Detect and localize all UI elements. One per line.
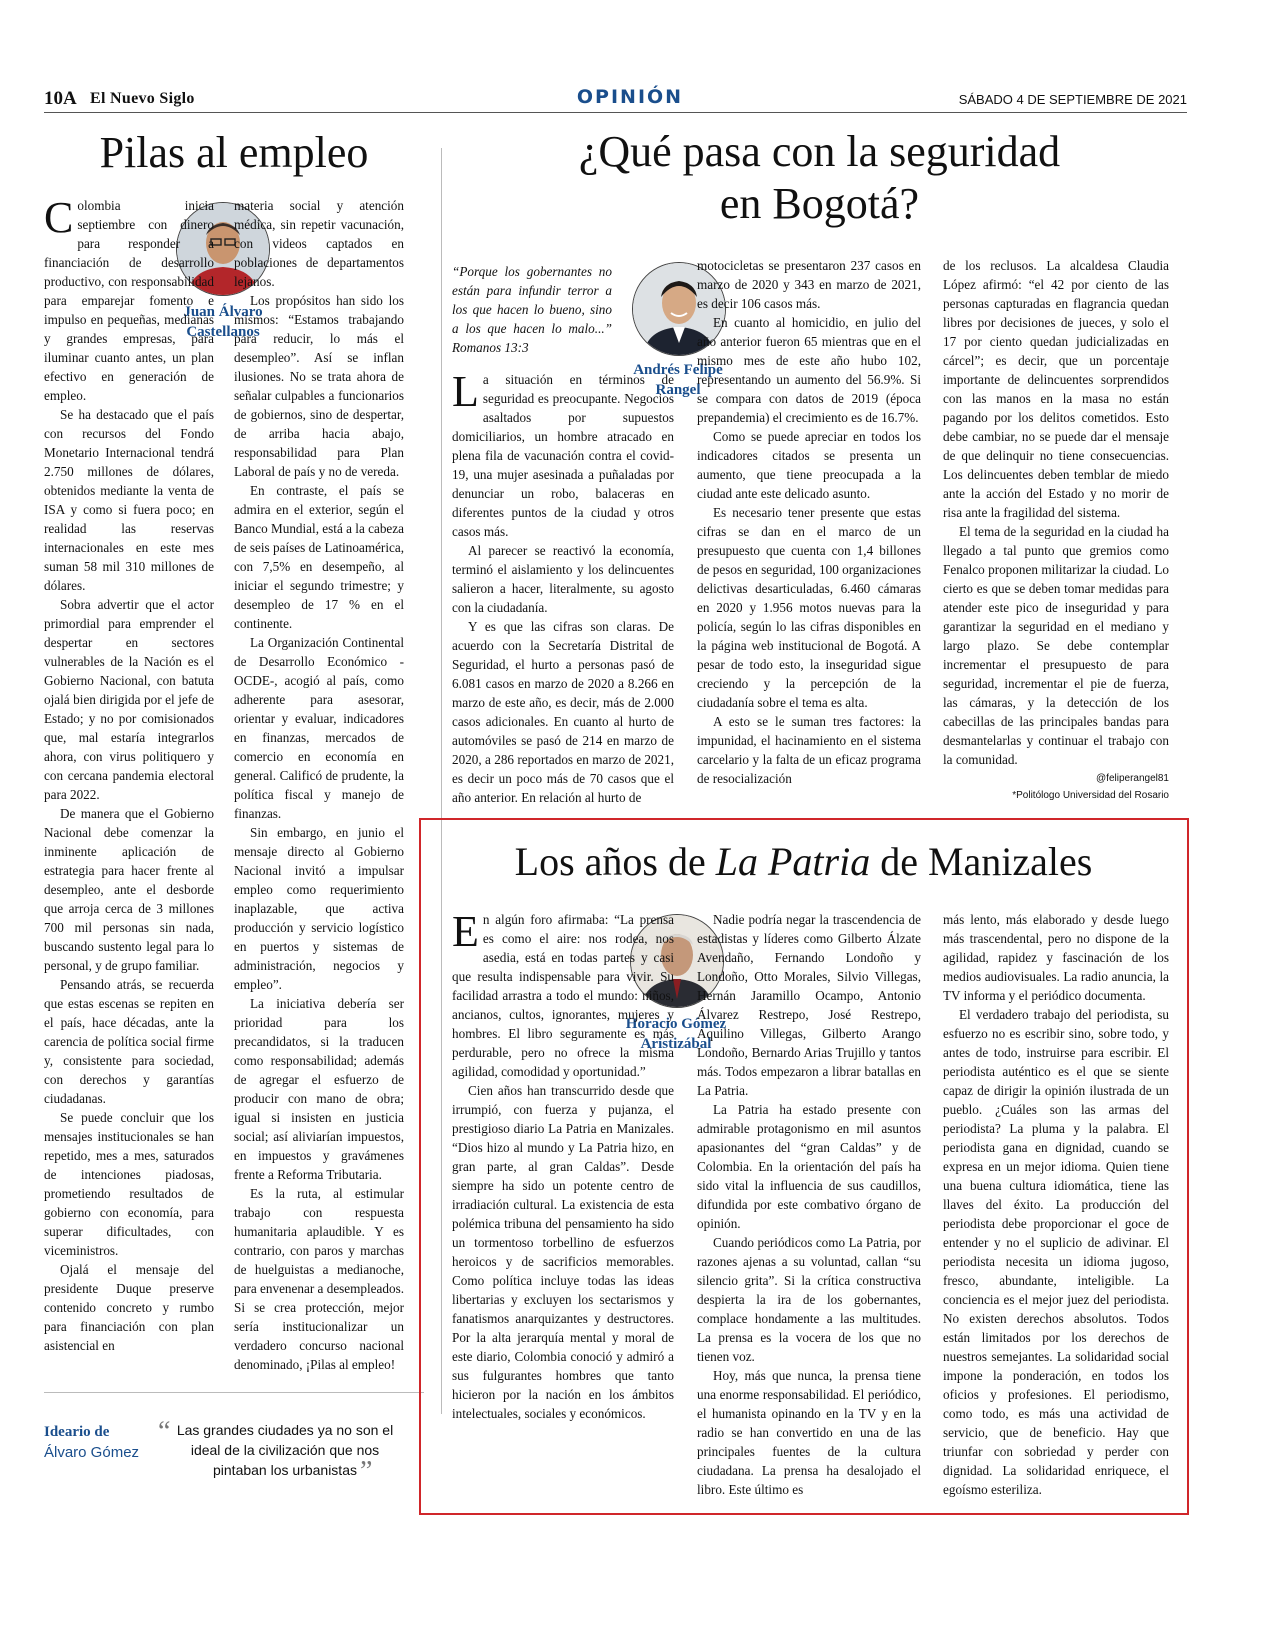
- article2-author: Andrés Felipe Rangel: [633, 362, 723, 398]
- article3-column-2: [697, 910, 921, 1499]
- page-date: SÁBADO 4 DE SEPTIEMBRE DE 2021: [958, 92, 1187, 107]
- article2-epigraph: “Porque los gobernantes no están para infundir terror a los que hacen lo bueno, sino a los que hacen lo malo...” Romanos 13:3: [452, 264, 612, 355]
- drop-cap: L: [452, 367, 479, 416]
- section-title: OPINIÓN: [576, 86, 684, 108]
- paragraph: Pensando atrás, se recuerda que estas escenas se repiten en el país, hace décadas, ante la carencia de política social firme y, consistente para sociedad, con derechos y garantías ciudadanas.: [44, 977, 214, 1106]
- article3-column-3: [943, 910, 1169, 1499]
- paragraph: más lento, más elaborado y desde luego más trascendental, pero no dispone de la agilidad, rapidez y fascinación de los medios audiovisuales. La radio anuncia, la TV informa y el periódico documenta.: [943, 912, 1169, 1003]
- open-quote-icon: “: [158, 1416, 171, 1447]
- article3-column-1: [452, 907, 674, 1423]
- author-handle: @feliperangel81: [1096, 773, 1169, 784]
- paragraph: Cuando periódicos como La Patria, por razones ajenas a su voluntad, callan “su silencio grita”. Si la crítica constructiva despierta la ira de los gobernantes, complace hondamente a las multitudes. La prensa es la vocera de los que no tienen voz.: [697, 1235, 921, 1364]
- paragraph: olombia inicia septiembre con dinero para responder a financiación de desarrollo productivo, con responsabilidad para emparejar fomento e impulso en pequeñas, medianas y grandes empresas, para iluminar cuanto antes, un plan efectivo en generación de empleo.: [44, 198, 214, 403]
- drop-cap: C: [44, 193, 74, 242]
- paragraph: Se ha destacado que el país con recursos del Fondo Monetario Internacional tendrá 2.750 millones de dólares, obtenidos mediante la venta de ISA y como si fuera poco; en realidad las reservas internacionales en este mes suman 58 mil 310 millones de dólares.: [44, 407, 214, 593]
- article1-title: Pilas al empleo: [99, 128, 369, 177]
- article2-title-line-2: en Bogotá?: [719, 179, 920, 228]
- paragraph: Se puede concluir que los mensajes institucionales se han repetido, mes a mes, saturados de intenciones piadosas, prometiendo resultados de gobierno con economía, para superar dificultades, con viceministros.: [44, 1110, 214, 1258]
- paragraph: Es necesario tener presente que estas cifras se dan en el marco de un presupuesto que cuenta con 1,4 billones de pesos en seguridad, 100 organizaciones delictivas desarticuladas, 6.460 cámaras en 2020 y 1.956 motos nuevas para la policía, según lo las cifras disponibles en la página web institucional de Bogotá. A pesar de todo esto, la inseguridad sigue creciendo y la percepción de la ciudadanía sobre el tema es alta.: [697, 505, 921, 710]
- paragraph: Y es que las cifras son claras. De acuerdo con la Secretaría Distrital de Seguridad, el hurto a personas pasó de 6.081 casos en marzo de 2020 a 8.266 en marzo de este año, es decir, más de 2.000 casos adicionales. En cuanto al hurto de automóviles se pasó de 214 en marzo de 2020, a 286 reportados en marzo de 2021, es decir un poco más de 70 casos que el año anterior. En relación al hurto de: [452, 619, 674, 805]
- paragraph: a situación en términos de seguridad es preocupante. Negocios asaltados por supuestos domiciliarios, un hombre atracado en plena fila de vacunación contra el covid-19, una mujer asesinada a puñaladas por denunciar un robo, balaceras en diferentes puntos de la ciudad y otros casos más.: [452, 372, 674, 539]
- paragraph: La Organización Continental de Desarrollo Económico -OCDE-, acogió al país, como adherente para asesorar, orientar y evaluar, indicadores en finanzas, mercados de comercio en economía en general. Calificó de prudente, la política fiscal y manejo de finanzas.: [234, 635, 404, 821]
- article3-author: Horacio Gómez Aristizábal: [625, 1016, 727, 1052]
- ideario-label: Ideario de: [44, 1424, 110, 1440]
- paragraph: Sobra advertir que el actor primordial para emprender el despertar en sectores vulnerables de la Nación es el Gobierno Nacional, con batuta ojalá bien dirigida por el jefe de Estado; y no por comisionados que, mal estaría integrarlos ahora, con virus politiquero y con cercana pandemia electoral para 2022.: [44, 597, 214, 802]
- page-number: 10A: [44, 88, 77, 109]
- paragraph: El verdadero trabajo del periodista, su esfuerzo no es escribir sino, sobre todo, y antes de todo, instruirse para escribir. El periodista auténtico es el que se siente capaz de dirigir la opinión ilustrada de un pueblo. ¿Cuáles son las armas del periodista? La pluma y la palabra. El periodista gana en dignidad, cuando se expresa en un mejor idioma. Quien tiene una buena cultura idiomática, tiene las llaves del éxito. La producción del periodista debe proporcionar el goce de entender y no el suplicio de adivinar. El periodista necesita un idioma jugoso, fresco, abundante, inteligible. La conciencia es el mejor juez del periodista. No existen derechos absolutos. Todos están limitados por los derechos de nuestros semejantes. La solidaridad social impone la ponderación, en todos los oficios y profesiones. El periodismo, como todo, es más una actividad de servicio, que de beneficio. Hay que triunfar con sobriedad y perder con dignidad. La solidaridad enriquece, el egoísmo esteriliza.: [943, 1007, 1169, 1497]
- paragraph: Ojalá el mensaje del presidente Duque preserve contenido concreto y rumbo para financiación con plan asistencial en: [44, 1262, 214, 1353]
- article3-title-post: de Manizales: [870, 839, 1093, 884]
- paragraph: El tema de la seguridad en la ciudad ha llegado a tal punto que gremios como Fenalco proponen militarizar la ciudad. Lo cierto es que se deben tomar medidas para atender este pico de inseguridad y para garantizar la seguridad en el mediano y largo plazo. Se debe contemplar incrementar el presupuesto de para seguridad, incrementar el pie de fuerza, las cámaras, y la detección de los cabecillas de las principales bandas para desmantelarlas y continuar el trabajo con la comunidad.: [943, 524, 1169, 767]
- paragraph: Sin embargo, en junio el mensaje directo al Gobierno Nacional invitó a impulsar empleo como requerimiento inaplazable, que activa producción y servicio logístico en puertos y sistemas de administración, negocios y empleo”.: [234, 825, 404, 992]
- paragraph: Nadie podría negar la trascendencia de estadistas y líderes como Gilberto Álzate Avendaño, Fernando Londoño y Londoño, Otto Morales, Silvio Villegas, Hernán Jaramillo Ocampo, Antonio Álvarez Restrepo, José Restrepo, Aquilino Villegas, Gilberto Arango Londoño, Bernardo Arias Trujillo y tantos más. Todos empezaron a librar batallas en La Patria.: [697, 912, 921, 1098]
- paragraph: motocicletas se presentaron 237 casos en marzo de 2020 y 343 en marzo de 2021, es decir 106 casos más.: [697, 258, 921, 311]
- ideario-author: Álvaro Gómez: [44, 1444, 140, 1461]
- article2-column-1: [452, 367, 674, 807]
- article3-title-italic: La Patria: [715, 839, 871, 884]
- paragraph: La Patria ha estado presente con admirable protagonismo en mil asuntos apasionantes del “gran Caldas” y de Colombia. En la orientación del país ha sido vital la influencia de sus caudillos, difundida por este combativo órgano de opinión.: [697, 1102, 921, 1231]
- close-quote-icon: ”: [360, 1456, 373, 1487]
- newspaper-name: El Nuevo Siglo: [90, 90, 195, 107]
- article1-author: Juan Álvaro Castellanos: [183, 304, 263, 340]
- paragraph: Al parecer se reactivó la economía, terminó el aislamiento y los delincuentes salieron a hacer, literalmente, su agosto con la ciudadanía.: [452, 543, 674, 615]
- article3-title-pre: Los años de: [514, 839, 716, 884]
- paragraph: La iniciativa debería ser prioridad para los precandidatos, si la traducen como responsabilidad; además de agregar el esfuerzo de producir con mano de obra; igual si insisten en justicia social; así aliviarían impuestos, en impuestos y gravámenes frente a Reforma Tributaria.: [234, 996, 404, 1182]
- paragraph: En contraste, el país se admira en el exterior, según el Banco Mundial, está a la cabeza de seis países de Latinoamérica, con 7,5% en desempeño, al iniciar el segundo trimestre; y desempleo de 17 % en el continente.: [234, 483, 404, 631]
- ideario-rule: [44, 1392, 424, 1393]
- article1-column-2: [234, 196, 404, 1374]
- paragraph: Los propósitos han sido los mismos: “Estamos trabajando para reducir, lo más el desempleo”. Así se inflan ilusiones. No se trata ahora de señalar culpables a funcionarios de gobiernos, sino de despertar, de arriba hacia abajo, responsabilidad para Plan Laboral de país y no de vereda.: [234, 293, 404, 479]
- paragraph: En cuanto al homicidio, en julio del año anterior fueron 65 mientras que en el mismo mes de este año hubo 102, representando un aumento del 56.9%. Si se compara con datos de 2019 (época prepandemia) el crecimiento es de 16.7%.: [697, 315, 921, 425]
- article1-column-1: [44, 193, 214, 1355]
- paragraph: A esto se le suman tres factores: la impunidad, el hacinamiento en el sistema carcelario y la falta de un eficaz programa de resocialización: [697, 714, 921, 786]
- article2-title-line-1: ¿Qué pasa con la seguridad: [578, 127, 1061, 176]
- paragraph: n algún foro afirmaba: “La prensa es como el aire: nos rodea, nos asedia, está en todas partes y casi que resulta indispensable para vivir. Su facilidad arrastra a todo el mundo: niños, ancianos, cultos, ignorantes, mujeres y hombres. El libro seguramente es más perdurable, pero no ofrece la misma agilidad, comodidad y oportunidad.”: [452, 912, 674, 1079]
- article2-column-3: [943, 256, 1169, 801]
- author-footnote: *Politólogo Universidad del Rosario: [1012, 790, 1169, 801]
- paragraph: Es la ruta, al estimular trabajo con respuesta humanitaria aplaudible. Y es contrario, con paros y marchas de huelguistas a medianoche, para envenenar a desempleados. Si se crea protección, mejor sería institucionalizar un verdadero concurso nacional denominado, ¡Pilas al empleo!: [234, 1186, 404, 1372]
- article2-column-2: [697, 256, 921, 788]
- article3-title: [436, 838, 1171, 886]
- paragraph: materia social y atención médica, sin repetir vacunación, con videos captados en poblaciones de departamentos lejanos.: [234, 198, 404, 289]
- paragraph: Como se puede apreciar en todos los indicadores citados se presenta un aumento, que tiene preocupada a la ciudad ante este delicado asunto.: [697, 429, 921, 501]
- paragraph: De manera que el Gobierno Nacional debe comenzar la inminente aplicación de estrategia para hacer frente al desempleo, ante el desborde que arroja cerca de 3 millones 700 mil personas sin nada, buscando sustento legal para lo personal, y de grupo familiar.: [44, 806, 214, 973]
- drop-cap: E: [452, 907, 479, 956]
- paragraph: Hoy, más que nunca, la prensa tiene una enorme responsabilidad. El periódico, el humanista opinando en la TV y en la radio se han convertido en una de las principales fuentes de la cultura ciudadana. La prensa ha desalojado el libro. Este último es: [697, 1368, 921, 1497]
- paragraph: de los reclusos. La alcaldesa Claudia López afirmó: “el 42 por ciento de las personas capturadas en flagrancia quedan libres por decisiones de jueces, y solo el 17 por ciento quedan judicializadas en cárcel”; es decir, que un porcentaje importante de delincuentes sorprendidos con las manos en la masa no están pagando por los delitos cometidos. Esto debe cambiar, no se puede dar el mensaje de que delinquir no tiene consecuencias. Los delincuentes deben temblar de miedo ante la acción del Estado y no morir de risa ante la fragilidad del sistema.: [943, 258, 1169, 520]
- ideario-quote: Las grandes ciudades ya no son el ideal de la civilización que nos pintaban los urbanistas: [176, 1422, 394, 1478]
- header-rule: [44, 112, 1187, 113]
- paragraph: Cien años han transcurrido desde que irrumpió, con fuerza y pujanza, el prestigioso diario La Patria en Manizales. “Dios hizo al mundo y La Patria hizo, en gran parte, al gran Caldas”. Desde siempre ha sido un potente centro de irradiación cultural. La existencia de esta polémica tribuna del pensamiento ha sido un tormentoso torbellino de esfuerzos heroicos y de sacrificios memorables. Como política incluye todas las ideas libertarias y excluyen los sectarismos y fanatismos anarquizantes y destructores. Por la alta jerarquía mental y moral de este diario, Colombia conoció y admiró a sus fulgurantes hombres que tanto hicieron por la nación en los ámbitos intelectuales, sociales y económicos.: [452, 1083, 674, 1421]
- article2-title: [452, 126, 1187, 230]
